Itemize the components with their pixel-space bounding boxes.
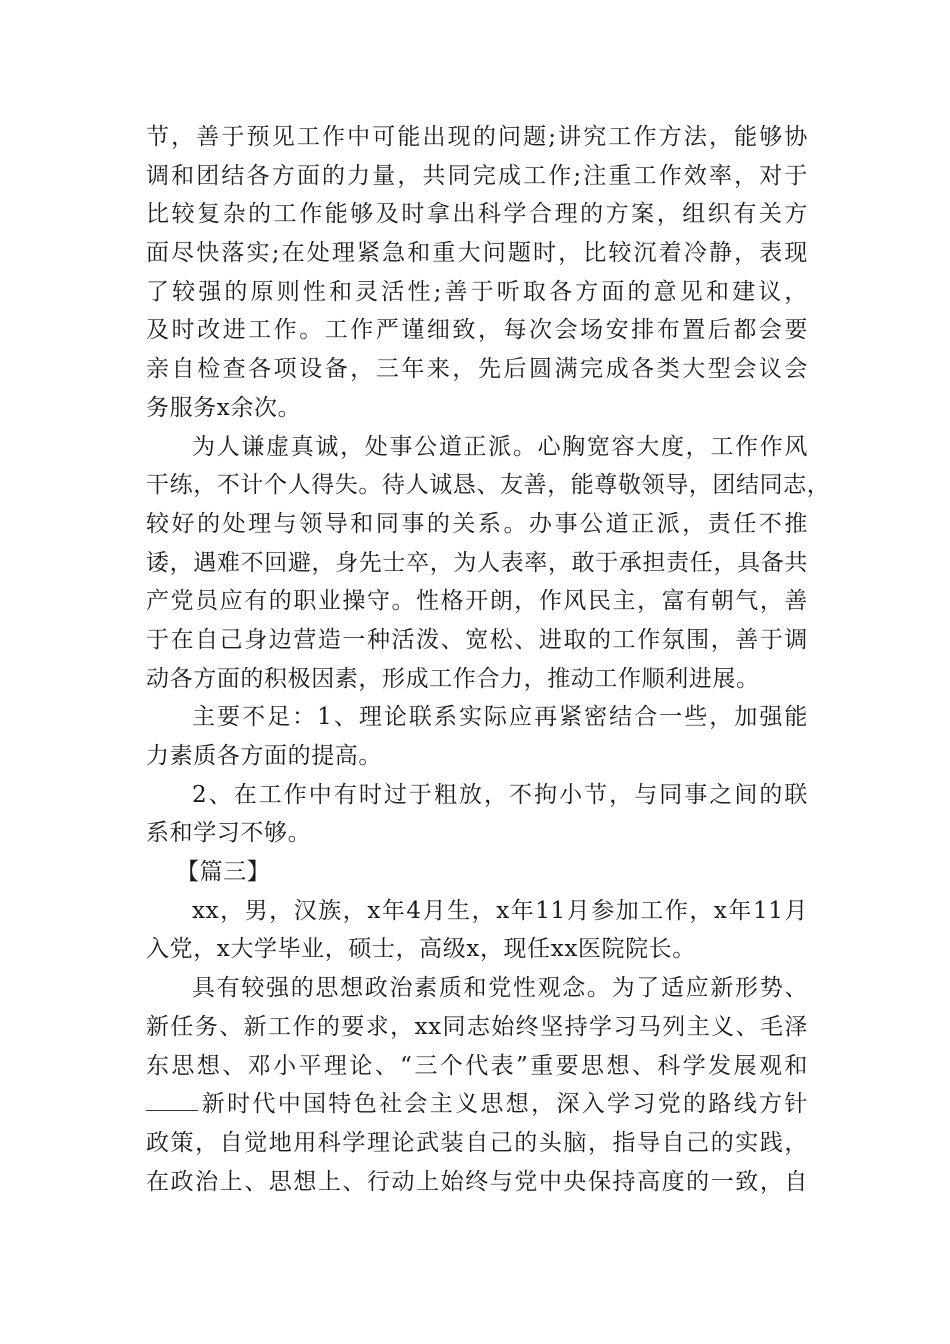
text-line: 务服务x余次。 <box>146 394 302 421</box>
text-line: 入党，x大学毕业，硕士，高级x，现任xx医院院长。 <box>146 936 696 963</box>
text-line: 较好的处理与领导和同事的关系。办事公道正派，责任不推 <box>146 510 808 537</box>
text-line: 东思想、邓小平理论、“三个代表”重要思想、科学发展观和 <box>146 1052 808 1079</box>
text-line: 新时代中国特色社会主义思想，深入学习党的路线方针 <box>200 1091 808 1118</box>
text-line: 产党员应有的职业操守。性格开朗，作风民主，富有朝气，善 <box>146 588 808 615</box>
text-line: 主要不足：1、理论联系实际应再紧密结合一些，加强能 <box>192 704 808 731</box>
text-line: 在政治上、思想上、行动上始终与党中央保持高度的一致，自 <box>146 1168 808 1195</box>
text-line: 诿，遇难不回避，身先士卒，为人表率，敢于承担责任，具备共 <box>146 549 808 576</box>
section-heading: 【篇三】 <box>176 859 271 886</box>
text-line-with-blank <box>146 1085 808 1124</box>
text-line: 具有较强的思想政治素质和党性观念。为了适应新形势、 <box>192 975 808 1002</box>
text-line: 于在自己身边营造一种活泼、宽松、进取的工作氛围，善于调 <box>146 626 808 653</box>
text-line: 调和团结各方面的力量，共同完成工作;注重工作效率，对于 <box>146 162 808 189</box>
text-line: 了较强的原则性和灵活性;善于听取各方面的意见和建议， <box>146 278 808 305</box>
text-line: 力素质各方面的提高。 <box>146 743 382 769</box>
text-line: xx，男，汉族，x年4月生，x年11月参加工作，x年11月 <box>192 897 808 924</box>
text-line: 新任务、新工作的要求，xx同志始终坚持学习马列主义、毛泽 <box>146 1013 808 1040</box>
text-line: 政策，自觉地用科学理论武装自己的头脑，指导自己的实践， <box>146 1129 808 1156</box>
text-line: 系和学习不够。 <box>146 820 312 847</box>
fill-in-blank <box>146 1088 198 1111</box>
text-line: 动各方面的积极因素，形成工作合力，推动工作顺利进展。 <box>146 665 760 692</box>
text-line: 2、在工作中有时过于粗放，不拘小节，与同事之间的联 <box>192 781 808 808</box>
text-line: 面尽快落实;在处理紧急和重大问题时，比较沉着冷静，表现 <box>146 240 808 267</box>
text-line: 比较复杂的工作能够及时拿出科学合理的方案，组织有关方 <box>146 201 808 228</box>
text-line: 为人谦虚真诚，处事公道正派。心胸宽容大度，工作作风 <box>192 433 808 460</box>
text-line: 干练，不计个人得失。待人诚恳、友善，能尊敬领导，团结同志， <box>146 472 831 499</box>
text-line: 节，善于预见工作中可能出现的问题;讲究工作方法，能够协 <box>146 124 808 150</box>
text-line: 亲自检查各项设备，三年来，先后圆满完成各类大型会议会 <box>146 356 808 383</box>
text-line: 及时改进工作。工作严谨细致，每次会场安排布置后都会要 <box>146 317 808 344</box>
document-body <box>146 118 831 1201</box>
